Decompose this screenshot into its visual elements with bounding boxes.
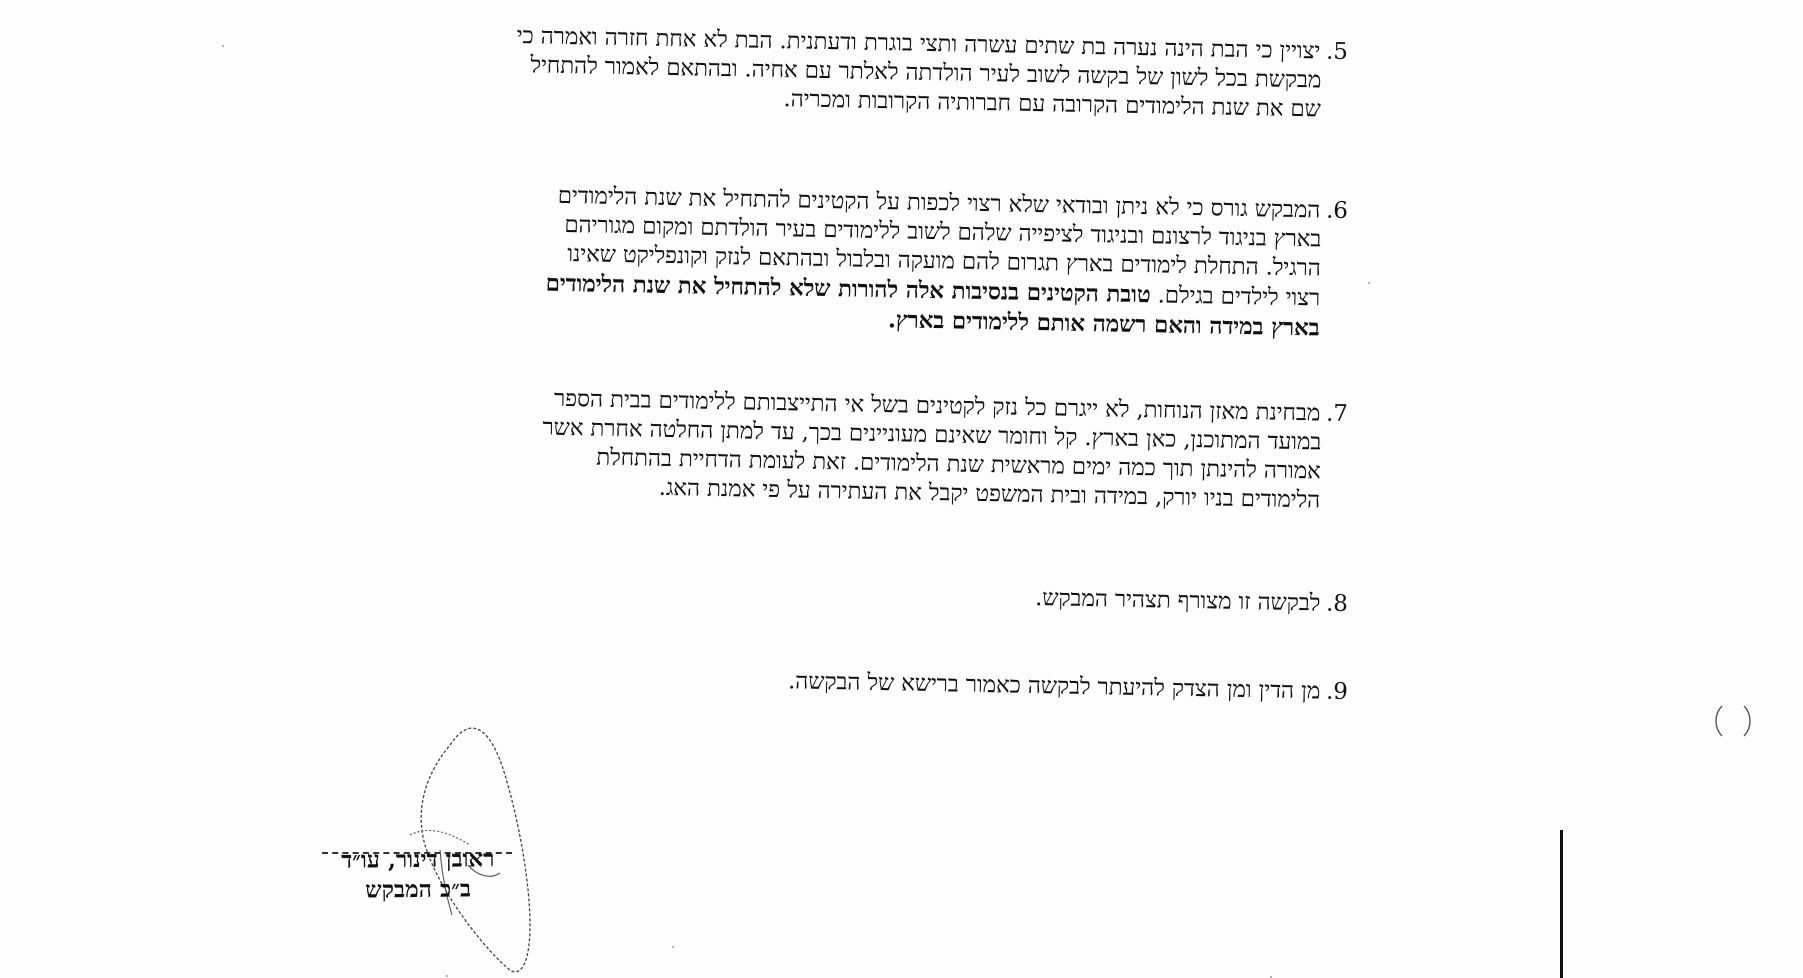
scan-speck [222,45,224,47]
paragraph-line [748,578,1348,619]
scan-speck [672,946,674,948]
signature-block [318,844,519,906]
paragraph-line: אמורה להינתן תוך כמה ימים מראשית שנת הלימודים. זאת לעומת הדחיית בהתחלת [596,444,1321,485]
paragraph-5 [337,19,1348,125]
paragraph-text: מן הדין ומן הצדק להיעתר לבקשה כאמור ברישא של הבקשה. [787,668,1321,705]
paragraph-text: לבקשה זו מצורף תצהיר המבקש. [1034,584,1321,617]
paragraph-number: 7. [1325,400,1348,427]
paragraph-text: רצוי לילדים בגילם. [1157,282,1321,312]
paragraph-9 [548,663,1348,707]
paragraph-line: בארץ בניגוד לרצונם ובניגוד לציפייה שלהם לשוב ללימודים בעיר הולדתם ומקום מגוריהם [564,211,1322,253]
scan-speck [1368,282,1370,284]
paragraph-text: יצויין כי הבת הינה נערה בת שתים עשרה ותצי בוגרת ודעתנית. הבת לא אחת חזרה ואמרה כי [516,23,1321,65]
paragraph-line [548,663,1348,707]
paragraph-line: במועד המתוכנן, כאן בארץ. קל וחומר שאינם מעוניינים בכך, עד למתן החלטה אחרת אשר [542,414,1322,456]
paragraph-line: מבקשת בכל לשון של בקשה לשוב לעיר הולדתה לאלתר עם אחיה. ובהתאם לאמור להתחיל [530,52,1322,94]
margin-rule-line [1560,830,1563,978]
signer-role: ב״כ המבקש [365,875,472,904]
paragraph-text: מבחינת מאזן הנוחות, לא ייגרם כל נזק לקטינים בשל אי התייצבותם ללימודים בבית הספר [553,385,1321,427]
punch-hole-mark [1708,700,1758,740]
paragraph-8 [748,578,1348,619]
paragraph-number: 6. [1325,197,1348,224]
paragraph-line: שם את שנת הלימודים הקרובה עם חברותיה הקרובות ומכריה. [783,86,1321,123]
paragraph-text: המבקש גורס כי לא ניתן ובודאי שלא רצוי לכפות על הקטינים להתחיל את שנת הלימודים [557,182,1321,224]
bold-emphasis-text: טובת הקטינים בנסיבות אלה להורות שלא להתחיל את שנת הלימודים [545,269,1151,309]
paragraph-line: הרגיל. התחלת לימודים בארץ תגרום להם מועקה ובלבול ובהתאם לנזק וקונפליקט שאינו [567,241,1321,282]
signer-name: ראובן דינור, עו״ד [341,845,495,874]
paragraph-line: הלימודים בניו יורק, במידה ובית המשפט יקבל את העתירה על פי אמנת האג. [658,474,1321,514]
paragraph-number: 9. [1325,678,1348,705]
paragraph-6 [325,177,1348,343]
paragraph-number: 8. [1325,590,1348,617]
paragraph-7 [336,381,1348,516]
scan-speck [446,975,448,977]
paragraph-number: 5. [1325,38,1348,65]
paragraph-line-bold: בארץ במידה והאם רשמה אותם ללימודים בארץ. [887,306,1320,342]
